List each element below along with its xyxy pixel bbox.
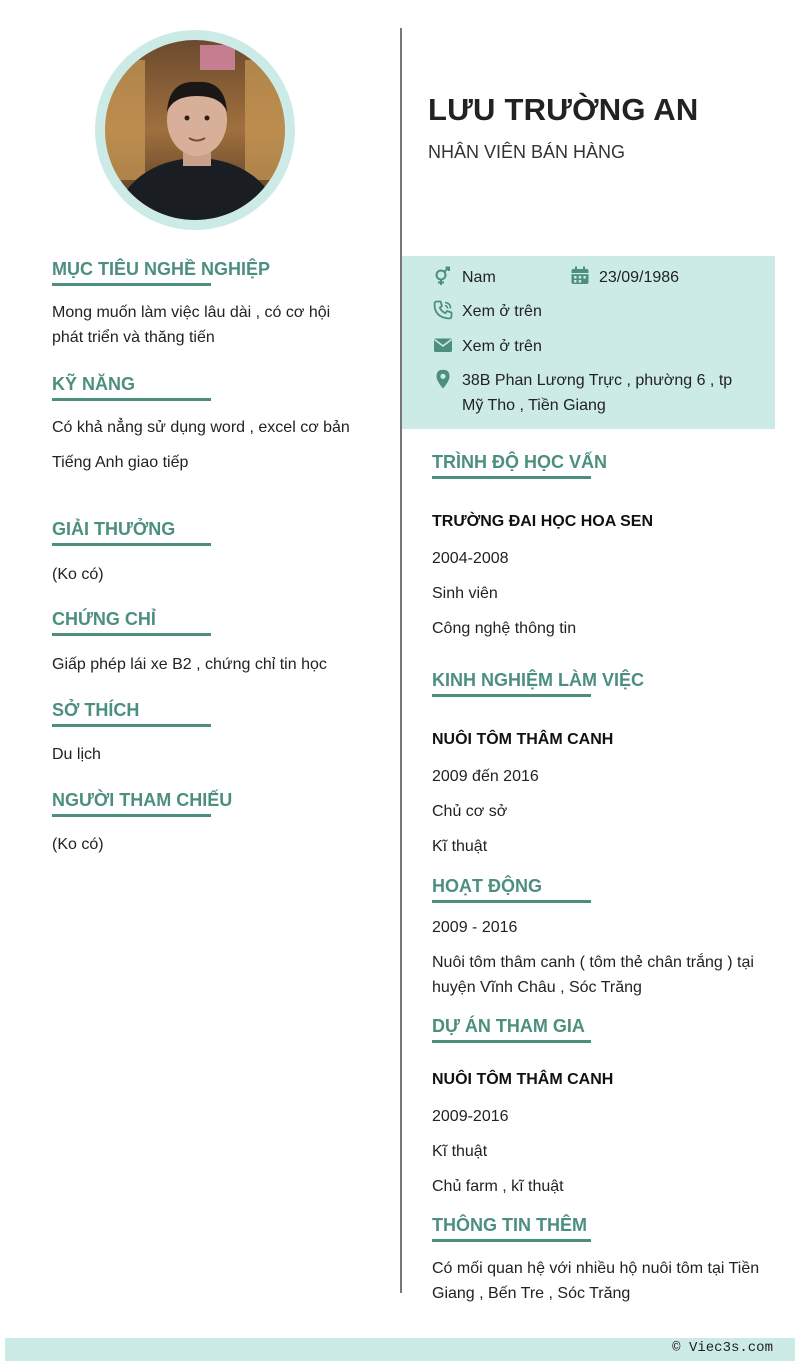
company-name: NUÔI TÔM THÂM CANH: [432, 731, 614, 748]
projects-section: [432, 1015, 762, 1199]
certificates-text: Giấp phép lái xe B2 , chứng chỉ tin học: [52, 656, 327, 673]
skills-title: KỸ NĂNG: [52, 374, 136, 394]
birthday-value: 23/09/1986: [599, 269, 680, 286]
objective-title: MỤC TIÊU NGHỀ NGHIỆP: [52, 259, 271, 279]
activities-title: HOẠT ĐỘNG: [432, 876, 542, 896]
project-name: NUÔI TÔM THÂM CANH: [432, 1071, 614, 1088]
job-title: NHÂN VIÊN BÁN HÀNG: [428, 142, 626, 162]
email-value: Xem ở trên: [462, 338, 542, 355]
section-underline: [432, 694, 591, 697]
additional-title: THÔNG TIN THÊM: [432, 1215, 587, 1235]
certificates-title: CHỨNG CHỈ: [52, 609, 156, 629]
awards-text: (Ko có): [52, 566, 104, 583]
hobbies-section: [52, 699, 352, 767]
candidate-name: LƯU TRƯỜNG AN: [428, 92, 699, 127]
phone-row: [432, 299, 542, 324]
skills-section: [52, 373, 352, 475]
objective-text: Mong muốn làm việc lâu dài , có cơ hội phát triển và thăng tiến: [52, 304, 331, 346]
footer-credit: © Viec3s.com: [672, 1340, 773, 1356]
education-period: 2004-2008: [432, 550, 509, 567]
phone-value: Xem ở trên: [462, 303, 542, 320]
objective-section: [52, 258, 352, 350]
section-underline: [52, 283, 211, 286]
project-period: 2009-2016: [432, 1108, 509, 1125]
gender-value: Nam: [462, 269, 496, 286]
section-underline: [52, 814, 211, 817]
experience-detail: Kĩ thuật: [432, 838, 488, 855]
experience-position: Chủ cơ sở: [432, 803, 508, 820]
references-section: [52, 789, 352, 857]
awards-title: GIẢI THƯỞNG: [52, 519, 176, 539]
section-underline: [432, 900, 591, 903]
address-row: [432, 368, 752, 418]
experience-section: [432, 669, 762, 859]
experience-title: KINH NGHIỆM LÀM VIỆC: [432, 670, 645, 690]
section-underline: [52, 724, 211, 727]
gender-row: [432, 265, 496, 290]
skill-item: Tiếng Anh giao tiếp: [52, 454, 189, 471]
hobbies-text: Du lịch: [52, 746, 101, 763]
address-value: 38B Phan Lương Trực , phường 6 , tp Mỹ Tho , Tiền Giang: [462, 372, 733, 414]
activities-period: 2009 - 2016: [432, 919, 518, 936]
education-role: Sinh viên: [432, 585, 498, 602]
references-title: NGƯỜI THAM CHIẾU: [52, 790, 233, 810]
additional-section: [432, 1214, 762, 1306]
column-divider: [400, 28, 402, 1293]
project-detail: Chủ farm , kĩ thuật: [432, 1178, 564, 1195]
activities-text: Nuôi tôm thâm canh ( tôm thẻ chân trắng ) tại huyện Vĩnh Châu , Sóc Trăng: [432, 954, 754, 996]
email-row: [432, 334, 542, 359]
section-underline: [432, 1040, 591, 1043]
phone-icon: [432, 299, 454, 321]
avatar: [105, 40, 285, 220]
school-name: TRƯỜNG ĐAI HỌC HOA SEN: [432, 513, 653, 530]
activities-section: [432, 875, 762, 1000]
experience-period: 2009 đến 2016: [432, 768, 539, 785]
section-underline: [52, 398, 211, 401]
birthday-row: [569, 265, 679, 290]
additional-text: Có mối quan hệ với nhiều hộ nuôi tôm tại Tiền Giang , Bến Tre , Sóc Trăng: [432, 1260, 760, 1302]
gender-icon: [432, 265, 454, 287]
references-text: (Ko có): [52, 836, 104, 853]
education-major: Công nghệ thông tin: [432, 620, 577, 637]
mail-icon: [432, 334, 454, 356]
contact-box: [402, 256, 775, 429]
certificates-section: [52, 608, 352, 677]
education-section: [432, 451, 762, 641]
section-underline: [432, 476, 591, 479]
project-role: Kĩ thuật: [432, 1143, 488, 1160]
section-underline: [432, 1239, 591, 1242]
awards-section: [52, 518, 352, 587]
education-title: TRÌNH ĐỘ HỌC VẤN: [432, 452, 607, 472]
calendar-icon: [569, 265, 591, 287]
skill-item: Có khả nẳng sử dụng word , excel cơ bản: [52, 419, 350, 436]
projects-title: DỰ ÁN THAM GIA: [432, 1016, 585, 1036]
section-underline: [52, 633, 211, 636]
section-underline: [52, 543, 211, 546]
location-pin-icon: [432, 368, 454, 390]
footer-bar: [5, 1338, 795, 1361]
hobbies-title: SỞ THÍCH: [52, 700, 140, 720]
